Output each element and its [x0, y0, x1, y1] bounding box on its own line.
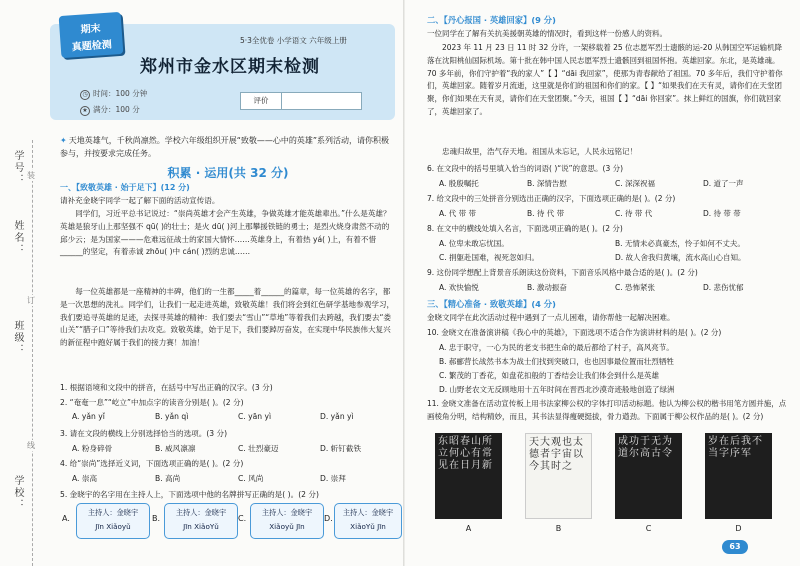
calligraphy-letter-a: A	[465, 524, 472, 533]
calligraphy-sample-b[interactable]: 天大观也太德者宇宙以今其时之	[525, 433, 592, 519]
part2-desc: 一位同学在了解有关抗美援朝英雄的情况时，看到这样一份感人的资料。	[427, 29, 667, 38]
school-label: 学校：	[12, 475, 23, 511]
passage-1: 同学们，习近平总书记说过：“崇尚英雄才会产生英雄，争做英雄才能英雄辈出。”什么是英雄？英雄是狼牙山上那坚强不 qū( )的壮士；是火 dū( )河上那攀援铁链的勇士；是烈火烧身肃然不动的邱少云；是为国家———危难远征战士的家国大情怀……英雄身上，有着热 yá( )上，有着不惜______的坚定，有着赤诚 zhōu( )中 cán( )烈的忠诚……	[60, 209, 391, 257]
part1-desc: 请补充金晓宇同学一起了解下面的活动宣传语。	[60, 196, 220, 205]
calligraphy-sample-c[interactable]: 成功于无为道尔高古令	[615, 433, 682, 519]
card-host: 主持人：金晓宇	[342, 508, 394, 517]
part2-title: 二、【丹心报国 · 英雄回家】(9 分)	[427, 15, 556, 25]
question-6: 6. 在文段中的括号里填入恰当的词语( )“说”的意思。(3 分)	[427, 164, 624, 173]
section-title: 积累 · 运用(共 32 分)	[167, 166, 289, 180]
q5-card-b-letter: B.	[152, 514, 161, 523]
q5-card-a[interactable]	[76, 503, 150, 539]
exam-title: 郑州市金水区期末检测	[140, 57, 320, 77]
q6-option-a[interactable]: A. 殷殷嘱托	[439, 179, 479, 188]
score-info	[80, 104, 140, 116]
card-pinyin: XiǎoYǔ Jīn	[350, 522, 386, 531]
q5-card-b[interactable]	[164, 503, 238, 539]
card-host: 主持人：金晓宇	[87, 508, 139, 517]
part3-desc: 金晓文同学在此次活动过程中遇到了一点儿困难，请你帮他一起解决困难。	[427, 313, 675, 322]
card-pinyin: Xiǎoyǔ Jīn	[269, 522, 305, 531]
q4-option-c[interactable]: C. 风尚	[238, 474, 264, 483]
calligraphy-letter-d: D	[735, 524, 742, 533]
q6-option-d[interactable]: D. 道了一声	[703, 179, 744, 188]
part3-title: 三、【精心准备 · 致敬英雄】(4 分)	[427, 299, 556, 309]
part1-title: 一、【致敬英雄 · 始于足下】(12 分)	[60, 183, 190, 192]
passage-3: 2023 年 11 月 23 日 11 时 32 分许，一架移载着 25 位志愿军烈士遗骸的运-20 从韩国空军运输机降落在沈阳桃仙国际机场。第十批在韩中国人民志愿军烈士遗骸回到祖国怀抱。英雄回家。东北，是英雄魂。70 多年前，你们守护着“我的家人”【 】“dāi 我回家”，使那为青春献给了祖国。70 多年后，我们守护着你们，英雄回家。随着岁月流逝，这里就是你们的祖国和你们的家。【 】“如果我们在天有灵，请你们在天堂团聚，你们如果在天有灵，请你们在天堂团聚。”今天，祖国【 】“dāi 你回家”。抹上鲜红的国旗，你们就回家了，英雄回家了。	[427, 43, 783, 116]
grade-box[interactable]	[240, 92, 362, 110]
q9-option-a[interactable]: A. 欢快愉悦	[439, 283, 479, 292]
q9-option-d[interactable]: D. 悲伤忧郁	[703, 283, 744, 292]
question-11: 11. 金晓文准备在活动宣传板上用书法家柳公权的字体打印活动标题。他认为柳公权的楷书用笔方圆并施，点画棱角分明，结构精妙，而且，其书法显得瘦硬挺拔，骨力遒劲。下面属于柳公权作品的是( )。(2 分)	[427, 399, 787, 421]
calligraphy-sample-d[interactable]: 岁在后我不当字序军	[705, 433, 772, 519]
student-id-label: 学号：	[12, 150, 23, 186]
q7-option-c[interactable]: C. 待 带 代	[615, 209, 653, 218]
question-2: 2. “奄奄一息”“屹立”中加点字的读音分别是( )。(2 分)	[60, 398, 244, 407]
intro-text: 天地英雄气，千秋尚凛然。学校六年级组织开展“致敬——心中的英雄”系列活动，请你积极参与，并按要求完成任务。	[60, 136, 389, 158]
binding-margin	[0, 140, 48, 566]
question-7: 7. 给文段中的三处拼音分别选出正确的汉字，下面选项正确的是( )。(2 分)	[427, 194, 676, 203]
q9-option-b[interactable]: B. 激动振奋	[527, 283, 567, 292]
score-text: 满分：100 分	[93, 105, 140, 114]
time-text: 时间：100 分钟	[93, 89, 148, 98]
q9-option-c[interactable]: C. 恐怖紧张	[615, 283, 656, 292]
q4-option-d[interactable]: D. 崇拜	[320, 474, 346, 483]
q6-option-b[interactable]: B. 深情告慰	[527, 179, 567, 188]
card-host: 主持人：金晓宇	[175, 508, 227, 517]
q8-option-c[interactable]: C. 捐躯赴国难，视死忽如归。	[439, 253, 540, 262]
name-label: 姓名：	[12, 220, 23, 256]
score-icon: ★	[80, 106, 90, 116]
q3-option-c[interactable]: C. 壮烈豪迈	[238, 444, 279, 453]
question-3: 3. 请在文段的横线上分别选择恰当的选项。(3 分)	[60, 429, 228, 438]
q3-option-b[interactable]: B. 威风凛凛	[155, 444, 196, 453]
q2-option-c[interactable]: C. yān yì	[238, 412, 272, 421]
q3-option-a[interactable]: A. 粉身碎骨	[72, 444, 113, 453]
clock-icon: ◷	[80, 90, 90, 100]
activity-intro	[60, 134, 396, 160]
calligraphy-sample-a[interactable]: 东昭春山所立何心有常见在日月新	[435, 433, 502, 519]
binding-mark-1: 装	[27, 171, 35, 180]
q2-option-a[interactable]: A. yǎn yǐ	[72, 412, 105, 421]
binding-line	[32, 140, 33, 566]
calligraphy-letter-c: C	[645, 524, 652, 533]
binding-mark-3: 线	[27, 441, 35, 450]
exam-badge	[59, 12, 124, 58]
q7-option-a[interactable]: A. 代 带 带	[439, 209, 477, 218]
q5-card-c[interactable]	[250, 503, 324, 539]
q5-card-d[interactable]	[334, 503, 402, 539]
q8-option-a[interactable]: A. 位卑未敢忘忧国。	[439, 239, 509, 248]
brand-line: 5·3全优卷 小学语文 六年级上册	[240, 36, 347, 45]
class-label: 班级：	[12, 320, 23, 356]
q7-option-b[interactable]: B. 待 代 带	[527, 209, 565, 218]
q4-option-a[interactable]: A. 崇高	[72, 474, 98, 483]
grade-label: 评价	[241, 93, 282, 109]
q5-card-d-letter: D.	[324, 514, 333, 523]
badge-line1: 期末	[80, 23, 101, 36]
q4-option-b[interactable]: B. 高尚	[155, 474, 181, 483]
q7-option-d[interactable]: D. 待 带 带	[703, 209, 741, 218]
card-pinyin: Jīn XiǎoYǔ	[183, 522, 219, 531]
passage-3-end: 忠魂归故里，浩气存天地。祖国从未忘记，人民永远铭记！	[442, 147, 637, 156]
question-9: 9. 这份同学想配上背景音乐朗读这份资料，下面音乐风格中最合适的是( )。(2 分)	[427, 268, 698, 277]
q8-option-d[interactable]: D. 故人舍我归黄壤，流水高山心自知。	[615, 253, 746, 262]
q10-option-b[interactable]: B. 郝郦营长战然书本为战士们找到突破口，也也因事最位置而壮烈牺牲	[439, 357, 674, 366]
badge-line2: 真题检测	[71, 39, 113, 54]
calligraphy-letter-b: B	[555, 524, 562, 533]
q8-option-b[interactable]: B. 无情未必真豪杰，怜子如何不丈夫。	[615, 239, 745, 248]
right-page	[405, 0, 800, 566]
q2-option-b[interactable]: B. yǎn qì	[155, 412, 189, 421]
card-host: 主持人：金晓宇	[261, 508, 313, 517]
q10-option-c[interactable]: C. 繁茂的丁香花，如盘花扣般的丁香结会让我们体会到什么是英雄	[439, 371, 660, 380]
time-info	[80, 88, 147, 100]
question-4: 4. 给“崇尚”选择近义词，下面选项正确的是( )。(2 分)	[60, 459, 244, 468]
q3-option-d[interactable]: D. 斩钉截铁	[320, 444, 362, 453]
binding-mark-2: 订	[27, 296, 35, 305]
card-pinyin: Jīn Xiǎoyǔ	[95, 522, 131, 531]
q5-card-a-letter: A.	[62, 514, 70, 523]
question-8: 8. 在文中的横线处填入名言，下面选项正确的是( )。(2 分)	[427, 224, 623, 233]
q2-option-d[interactable]: D. yǎn yì	[320, 412, 354, 421]
q10-option-a[interactable]: A. 忠于职守，一心为民的老支书把生命的最后都给了村子，高风亮节。	[439, 343, 674, 352]
question-5: 5. 金晓宇的名字用在主持人上，下面选项中他的名牌拼写正确的是( )。(2 分)	[60, 490, 319, 499]
question-1: 1. 根据语境和文段中的拼音，在括号中写出正确的汉字。(3 分)	[60, 383, 273, 392]
page-number: 63	[722, 540, 748, 554]
star-icon: ✦	[60, 136, 67, 145]
q5-card-c-letter: C.	[238, 514, 247, 523]
question-10: 10. 金晓文在准备演讲稿《我心中的英雄》，下面选项不适合作为演讲材料的是( )。(2 分)	[427, 328, 722, 337]
passage-2: 每一位英雄都是一座精神的丰碑，他们的一生都_____着______的篇章，每一位英雄的名字，都是一次思想的洗礼。同学们，让我们一起走进英雄，致敬英雄！我们将会到红色研学基地参观学习，我们要追寻英雄的足迹，去探寻英雄的精神：我们要去“雪山”“草地”等着我们去跨越，我们要去“娄山关”“腊子口”等待我们去攻克。致敬英雄，始于足下，我们要踔厉奋发，在实现中华民族伟大复兴的新征程中跑好属于我们的接力赛！加油！	[60, 287, 395, 348]
q6-option-c[interactable]: C. 深深祝福	[615, 179, 656, 188]
q10-option-d[interactable]: D. 山野老农文无反顾地用十五年时间在晋西北沙漠奇迹般地创造了绿洲	[439, 385, 675, 394]
